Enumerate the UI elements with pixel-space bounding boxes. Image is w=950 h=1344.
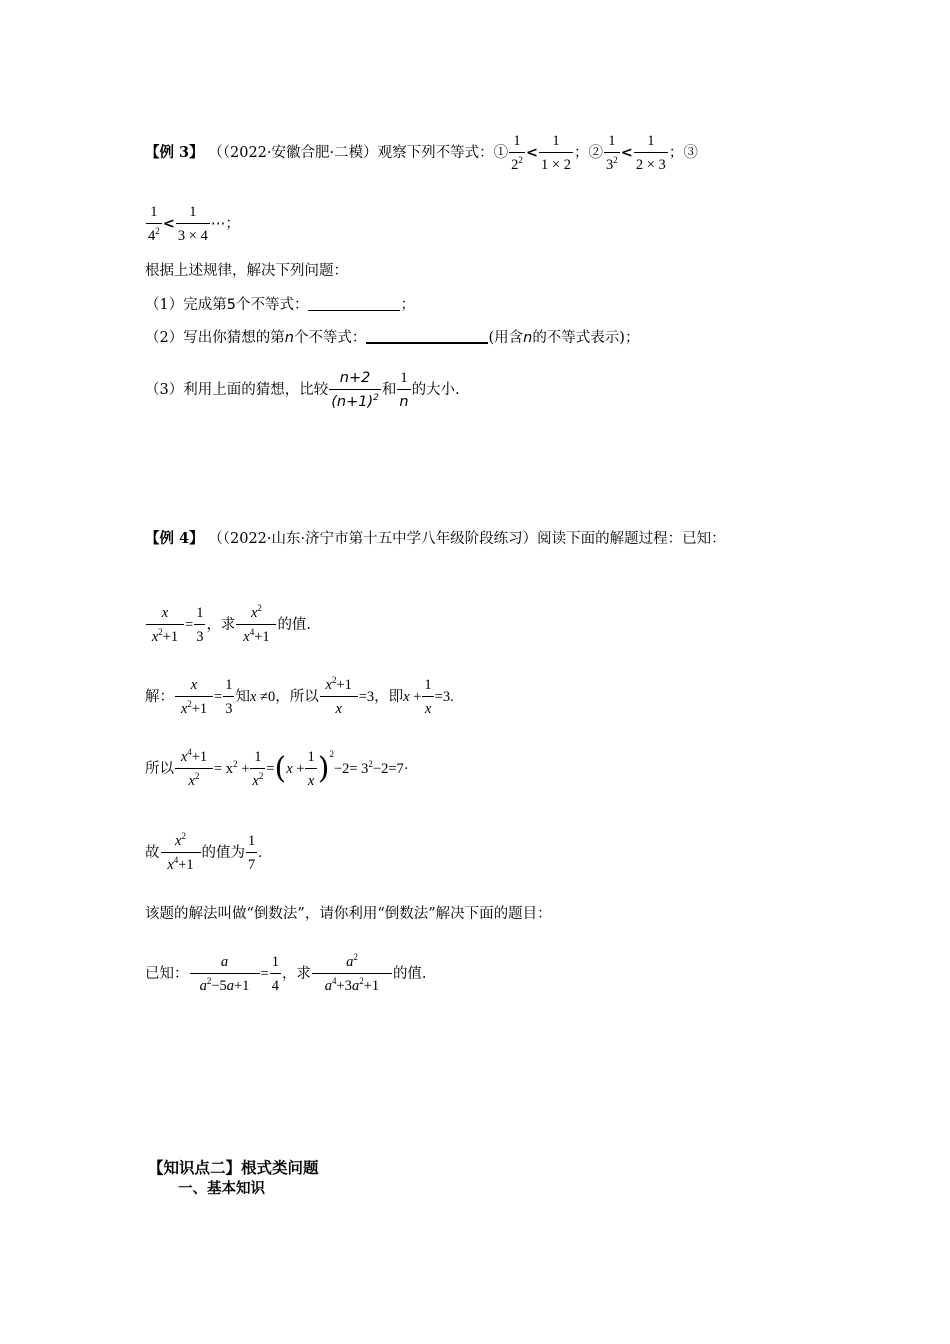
left-paren: ( (274, 751, 287, 787)
example-3-label: 【例 3】 (145, 144, 204, 162)
solution-step-3: 故 $\frac{x^2}{x^4+1}$ 的值为 $\frac{1}{7}$ . (145, 831, 262, 874)
method-text: 该题的解法叫做“倒数法”，请你利用“倒数法”解决下面的题目： (145, 906, 552, 922)
section-title: 【知识点二】根式类问题 (148, 1159, 319, 1177)
fraction-1-over-7: $\frac{1}{7}$ (248, 833, 256, 874)
fraction-1-over-x2: $\frac{1}{x^2}$ (252, 749, 264, 790)
question-1: （1）完成第5个不等式： ； (145, 297, 415, 313)
fraction-1-over-3sq: $\frac{1}{3^2}$ (605, 133, 618, 174)
exercise-question: 已知： $\frac{a}{a^2-5a+1}$ = $\frac{1}{4}$ ，求 $\frac{a^2}{a^4+3a^2+1}$ 的值. (145, 952, 427, 995)
fraction-1-over-3x4: $\frac{1}{3 \times 4}$ (177, 204, 208, 245)
example-4-source: （（2022·山东·济宁市第十五中学八年级阶段练习）阅读下面的解题过程：已知： (208, 531, 726, 547)
solution-step-2: 所以 $\frac{x^4+1}{x^2}$ = $x^2$ + $\frac{1}{x^2}$ =(x + $\frac{1}{x}$ )$^2-2= 3^2-2=7\cdot$ (145, 747, 409, 790)
answer-blank-1[interactable] (308, 310, 400, 311)
question-2: （2）写出你猜想的第n个不等式： (用含n的不等式表示)； (145, 330, 640, 346)
fraction-1-over-4sq: $\frac{1}{4^2}$ (148, 204, 160, 245)
fraction-x4p1-over-x2: $\frac{x^4+1}{x^2}$ (175, 748, 213, 790)
right-paren: ) (317, 751, 330, 787)
example-3-inequality-3: $\frac{1}{4^2}$ < $\frac{1}{3 \times 4}$ ⋯； (148, 204, 240, 245)
fraction-1-over-x: $\frac{1}{x}$ (424, 677, 432, 718)
example-4-given: $\frac{x}{x^2+1}$ = $\frac{1}{3}$ ，求 $\frac{x^2}{x^4+1}$ 的值. (145, 604, 311, 646)
fraction-a-over-a2m5ap1: $\frac{a}{a^2-5a+1}$ (190, 953, 260, 995)
fraction-n2-over-n1sq: $\frac{n+2}{(n+1)^2}$ (331, 370, 379, 411)
circle-2: ② (588, 145, 603, 162)
fraction-1-over-2sq: $\frac{1}{2^2}$ (511, 133, 523, 174)
example-3-intro: 根据上述规律，解决下列问题： (145, 263, 348, 279)
example-3-source: （（2022·安徽合肥·二模）观察下列不等式： (208, 145, 494, 162)
solution-step-1: 解： $\frac{x}{x^2+1}$ = $\frac{1}{3}$ 知x ≠0，所以 $\frac{x^2+1}{x}$ =3，即x + $\frac{1}{x}$ =3. (145, 675, 454, 718)
example-3-header: 【例 3】 （（2022·安徽合肥·二模）观察下列不等式：① $\frac{1}{2^2}$ < $\frac{1}{1 \times 2}$ ；② $\frac{1}{3^2}$ < $\frac{1}{2 \times 3}$ ；③ (145, 133, 698, 174)
fraction-1-over-3: $\frac{1}{3}$ (196, 605, 204, 646)
fraction-1-over-4: $\frac{1}{4}$ (271, 954, 279, 995)
section-subtitle: 一、基本知识 (178, 1181, 265, 1197)
fraction-x2-over-x4p1: $\frac{x^2}{x^4+1}$ (236, 604, 276, 646)
example-4-header (145, 532, 726, 547)
fraction-a2-over-a4p3a2p1: $\frac{a^2}{a^4+3a^2+1}$ (312, 953, 392, 995)
example-4-label: 【例 4】 (145, 530, 204, 547)
fraction-x-over-x2p1: $\frac{x}{x^2+1}$ (146, 604, 184, 646)
question-3: （3）利用上面的猜想，比较 $\frac{n+2}{(n+1)^2}$ 和 $\frac{1}{n}$ 的大小. (145, 370, 460, 411)
circle-3: ③ (683, 145, 698, 162)
answer-blank-2[interactable] (366, 342, 488, 344)
less-than: < (525, 145, 539, 162)
fraction-x2p1-over-x: $\frac{x^2+1}{x}$ (320, 676, 358, 718)
fraction-1-over-1x2: $\frac{1}{1 \times 2}$ (541, 133, 571, 174)
fraction-1-over-2x3: $\frac{1}{2 \times 3}$ (635, 133, 666, 174)
circle-1: ① (493, 145, 509, 162)
fraction-1-over-n: $\frac{1}{n}$ (399, 370, 409, 411)
